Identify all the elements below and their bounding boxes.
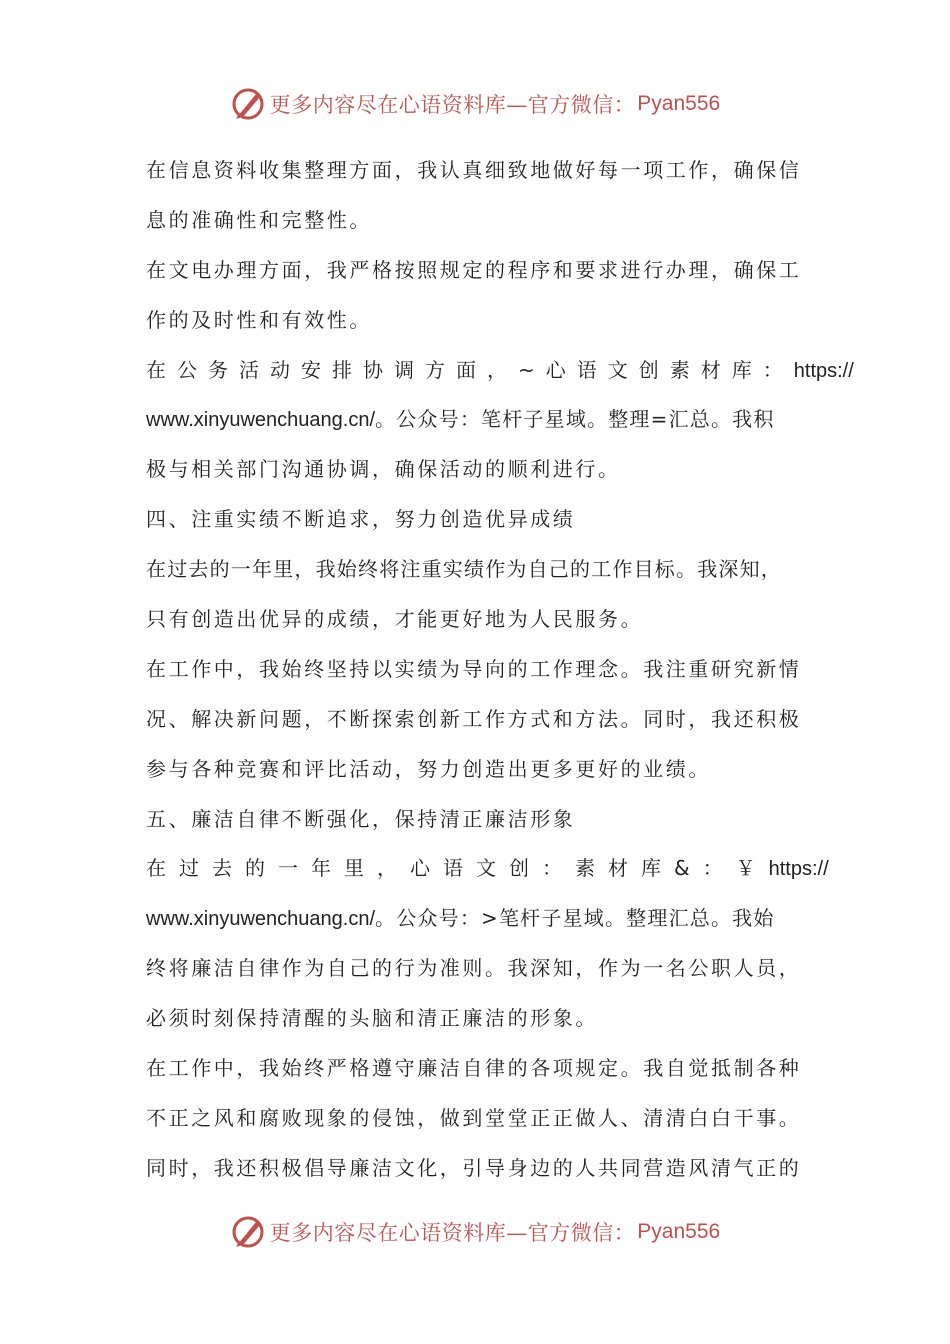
- footer-wechat-id: Pyan556: [637, 1220, 721, 1243]
- url-text: www.xinyuwenchuang.cn/: [146, 409, 376, 432]
- page-footer-banner: [0, 1210, 950, 1254]
- body-line-text: 。公众号：笔杆子星域。整理=汇总。我积: [375, 407, 775, 432]
- body-line: 况、解决新问题，不断探索创新工作方式和方法。同时，我还积极: [146, 706, 802, 731]
- body-line: 在工作中，我始终严格遵守廉洁自律的各项规定。我自觉抵制各种: [146, 1056, 802, 1081]
- pen-seal-logo-icon: [230, 1214, 266, 1250]
- footer-banner-text: 更多内容尽在心语资料库—官方微信：: [269, 1221, 636, 1245]
- page-header-banner: [0, 82, 950, 126]
- body-line: 在文电办理方面，我严格按照规定的程序和要求进行办理，确保工: [146, 257, 802, 282]
- body-line: 在信息资料收集整理方面，我认真细致地做好每一项工作，确保信: [146, 158, 802, 182]
- body-line: 只有创造出优异的成绩，才能更好地为人民服务。: [146, 607, 644, 632]
- body-line: [146, 395, 808, 445]
- body-line-text: 在过去的一年里，心语文创：素材库&：￥: [146, 856, 769, 881]
- body-line: 同时，我还积极倡导廉洁文化，引导身边的人共同营造风清气正的: [146, 1155, 802, 1180]
- url-text: https://: [768, 858, 829, 881]
- body-line: 在过去的一年里，我始终将注重实绩作为自己的工作目标。我深知，: [146, 557, 782, 582]
- body-line: 必须时刻保持清醒的头脑和清正廉洁的形象。: [146, 1006, 598, 1031]
- body-line: 息的准确性和完整性。: [146, 207, 372, 232]
- header-banner-text: 更多内容尽在心语资料库—官方微信：: [269, 93, 636, 117]
- body-line: 终将廉洁自律作为自己的行为准则。我深知，作为一名公职人员，: [146, 956, 802, 981]
- body-line-text: 在公务活动安排协调方面，~心语文创素材库：: [146, 357, 794, 382]
- body-line: 作的及时性和有效性。: [146, 307, 372, 332]
- url-text: https://: [793, 359, 854, 382]
- section-heading: 五、廉洁自律不断强化，保持清正廉洁形象: [146, 806, 576, 831]
- body-line: 参与各种竞赛和评比活动，努力创造出更多更好的业绩。: [146, 756, 711, 781]
- url-text: www.xinyuwenchuang.cn/: [146, 908, 376, 931]
- body-line: 极与相关部门沟通协调，确保活动的顺利进行。: [146, 457, 621, 482]
- body-line: 不正之风和腐败现象的侵蚀，做到堂堂正正做人、清清白白干事。: [146, 1105, 802, 1130]
- pen-seal-logo-icon: [230, 86, 266, 122]
- body-line: [146, 894, 808, 944]
- body-line: [146, 844, 829, 894]
- body-line: 在工作中，我始终坚持以实绩为导向的工作理念。我注重研究新情: [146, 656, 802, 681]
- document-body: [146, 146, 854, 1194]
- body-line: [146, 346, 854, 396]
- section-heading: 四、注重实绩不断追求，努力创造优异成绩: [146, 507, 576, 532]
- body-line-text: 。公众号：>笔杆子星域。整理汇总。我始: [375, 906, 775, 931]
- header-wechat-id: Pyan556: [637, 92, 721, 115]
